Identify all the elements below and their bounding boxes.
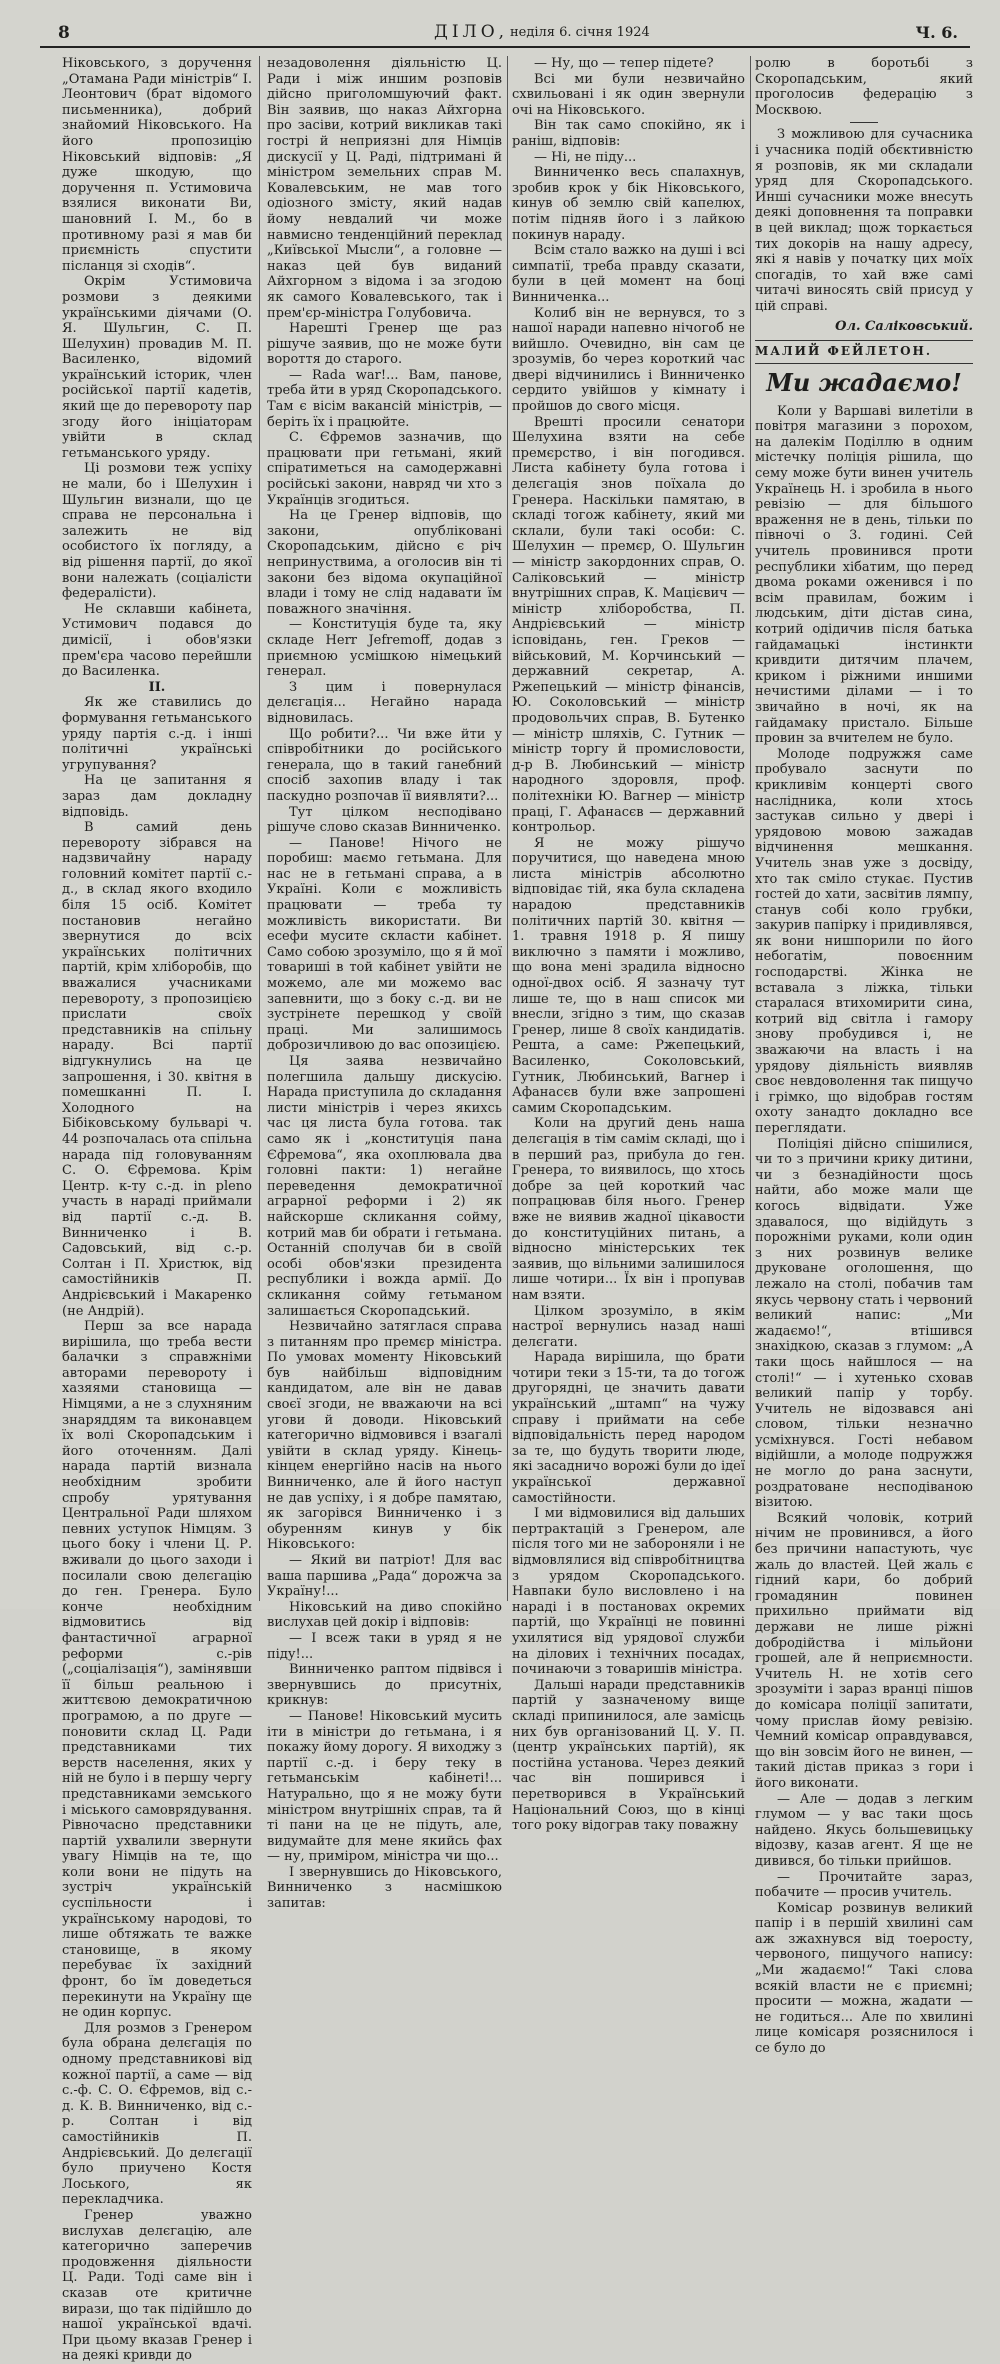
paragraph: Комісар розвинув великий папір і в першій хвилині сам аж зжахнувся від тоеросту, червоного, пищучого напису: „Ми жадаємо!“ Такі слова всякій власти не є приємні; просити — можна, жадати — не годиться... Але по хвилині лице комісаря розяснилося і се було до	[755, 1900, 973, 2057]
paragraph: Винниченко раптом підвівся і звернувшись до присутніх, крикнув:	[267, 1662, 502, 1709]
paragraph: — Rada war!... Вам, панове, треба йти в уряд Скоропадського. Там є вісім вакансій міністрів, — беріть їх і працюйте.	[267, 367, 502, 430]
paragraph: Я не можу рішучо поручитися, що наведена мною листа міністрів абсолютно відповідає тій, яка була складена нарадою представників політичних партій 30. квітня — 1. травня 1918 р. Я пишу виключно з памяти і можливо, що вона мені зрадила відносно одної-двох осіб. Я зазначу тут лише те, що в наш список ми внесли, згідно з тим, що сказав Гренер, лише 8 своїх кандидатів. Решта, а саме: Ржепецький, Василенко, Соколовський, Гутник, Любинський, Вагнер і Афанасєв були вже запрошені самим Скоропадським.	[512, 835, 745, 1116]
column-divider	[750, 56, 751, 1601]
article-column-1	[62, 56, 253, 2364]
article-column-2	[267, 56, 502, 1912]
paragraph: Всім стало важко на душі і всі симпатії, треба правду сказати, були в цей момент на боці Винниченка...	[512, 243, 745, 305]
paragraph: Ніковського, з доручення „Отамана Ради міністрів“ І. Леонтович (брат відомого письменника), добрий знайомий Ніковського. На його пропозицію Ніковський відповів: „Я дуже шкодую, що доручення п. Устимовича взялися виконати Ви, шановний І. М., бо в противному разі я мав би приємність спустити післанця зі сходів“.	[62, 56, 252, 274]
article-column-4	[755, 56, 973, 2057]
section-number: II.	[148, 679, 166, 695]
paragraph: незадоволення діяльністю Ц. Ради і між иншим розповів дійсно приголомшуючий факт. Він заявив, що наказ Айхгорна про засіви, котрий викликав такі гострі й неприязні для Німців дискусії у Ц. Раді, підтримані й міністром земельних справ М. Ковалевським, не мав того одіозного змісту, який надав йому невдалий чи може навмисно тенденційний переклад „Київської Мысли“, а головне — наказ цей був виданий Айхгорном з відома і за згодою як самого Ковалевського, так і прем'єр-міністра Голубовича.	[267, 56, 502, 321]
paragraph: С. Єфремов зазначив, що працювати при гетьмані, який спіратиметься на самодержавні російські закони, навряд чи хто з Українців згодиться.	[267, 430, 502, 508]
paragraph: Дальші наради представників партій у зазначеному вище складі припинилося, але замісць них був організований Ц. У. П. (центр українських партій), як постійна установа. Через деякий час він поширився і перетворився в Український Національний Союз, що в кінці того року відограв таку поважну	[512, 1677, 745, 1834]
paragraph: — Панове! Нічого не поробиш: маємо гетьмана. Для нас не в гетьмані справа, а в Україні. Коли є можливість працювати — треба ту можливість використати. Ви есефи мусите скласти кабінет. Само собою зрозуміло, що я й мої товариші в той кабінет увійти не можемо, але ми можемо вас запевнити, що з боку с.-д. ви не зустрінете перешкод у своїй праці. Ми залишимось доброзичливою до вас опозицією.	[267, 835, 502, 1054]
paragraph: Коли у Варшаві вилетіли в повітря магазини з порохом, на далекім Поділлю в одним містечку поліція рішила, що сему може бути винен учитель Українець Н. і зробила в нього ревізію — для більшого враження не в день, тільки по півночі о 3. годині. Сей учитель провинився проти республики хібатим, що перед двома роками оженився і по всім правилам, божим і людським, діти дістав сина, котрий одідичив після батька гайдамацькі інстинкти кривдити дитячим плачем, криком і ріжними иншими нечистими ділами — і то звичайно в ночі, як на гайдамаку пристало. Більше провин за вчителем не було.	[755, 403, 973, 747]
paragraph: В самий день перевороту зібрався на надзвичайну нараду головний комітет партії с.-д., в склад якого входило біля 15 осіб. Комітет постановив негайно звернутися до всіх українських політичних партій, крім хліборобів, що вважалися учасниками перевороту, з пропозицією прислати своїх представників на спільну нараду. Всі партії відгукнулись на це запрошення, і 30. квітня в помешканні П. І. Холодного на Бібіковському бульварі ч. 44 розпочалась ота спільна нарада під головуванням С. О. Єфремова. Крім Центр. к-ту с.-д. in pleno участь в нараді приймали від партії с.-д. В. Винниченко і В. Садовський, від с.-р. Солтан і П. Христюк, від самостійників П. Андрієвський і Макаренко (не Андрій).	[62, 820, 253, 1319]
paragraph: — Панове! Ніковський мусить іти в міністри до гетьмана, і я покажу йому дорогу. Я виходжу з партії с.-д. і беру теку в гетьманськім кабінеті!... Натурально, що я не можу бути міністром внутрішніх справ, та й ті пани на це не підуть, але, видумайте для мене якийсь фах — ну, приміром, міністра чи що...	[267, 1708, 502, 1865]
issue-date: неділя 6. січня 1924	[510, 25, 650, 40]
article-column-3	[512, 56, 745, 1834]
paragraph: Нарада вирішила, що брати чотири теки з 15-ти, та до тогож другорядні, це значить давати український „штамп“ на чужу справу і приймати на себе відповідальність перед народом за те, що будуть творити люде, які засадничо ворожі були до ідеї української державної самостійности.	[512, 1350, 745, 1506]
paragraph: На це запитання я зараз дам докладну відповідь.	[62, 773, 252, 820]
column-divider	[259, 56, 260, 1601]
paragraph: Врешті просили сенатори Шелухина взяти на себе премєрство, і він погодився. Листа кабінету була готова і делєгація знов поїхала до Гренера. Наскільки памятаю, в складі тогож кабінету, який ми склали, були такі особи: С. Шелухин — премєр, О. Шульгин — міністр закордонних справ, О. Саліковський — міністр внутрішних справ, К. Мацієвич — міністр хліборобства, П. Андрієвський — міністр ісповідань, ген. Греков — військовий, М. Корчинський — державний секретар, А. Ржепецький — міністр фінансів, Ю. Соколовський — міністр продовольчих справ, В. Бутенко — міністр шляхів, С. Гутник — міністр торгу й промисловости, д-р В. Любинський — міністр народного здоровля, проф. політехніки Ю. Вагнер — міністр праці, Г. Афанасєв — державний контрольор.	[512, 414, 745, 836]
paragraph: Що робити?... Чи вже йти у співробітники до російського генерала, що в такий ганебний спосіб захопив владу і так паскудно розпочав її виявляти?...	[267, 726, 502, 804]
paper-title: ДІЛО,	[434, 22, 509, 42]
paragraph: Нарешті Гренер ще раз рішуче заявив, що не може бути вороття до старого.	[267, 321, 502, 368]
page-number: 8	[58, 23, 70, 43]
paragraph: — Але — додав з легким глумом — у вас таки щось найдено. Якусь большевицьку відозву, казав агент. Я ще не дивився, бо тільки прийшов.	[755, 1791, 973, 1869]
paragraph: І ми відмовилися від дальших пертрактацій з Гренером, але після того ми не забороняли і не відмовлялися від співробітництва з урядом Скоропадського. Навпаки було висловлено і на нараді і в постановах окремих партій, що Українці не повинні ухилятися від урядової служби на ділових і технічних посадах, починаючи з товаришів міністра.	[512, 1506, 745, 1678]
paragraph: Ці розмови теж успіху не мали, бо і Шелухин і Шульгин визнали, що це справа не персональна і залежить не від особистого їх погляду, а від рішення партії, до якої вони належать (соціалісти федералісти).	[62, 461, 252, 602]
paragraph: — Прочитайте зараз, побачите — просив учитель.	[755, 1869, 973, 1901]
column-divider	[507, 56, 508, 1601]
paragraph: Всі ми були незвичайно схвильовані і як один звернули очі на Ніковського.	[512, 71, 745, 118]
paragraph: ролю в боротьбі з Скоропадським, який проголосив федерацію з Москвою.	[755, 56, 973, 118]
paragraph: Ніковський на диво спокійно вислухав цей докір і відповів:	[267, 1599, 502, 1631]
paragraph: Молоде подружжя саме пробувало заснути по крикливім концерті свого наслідника, коли хтось застукав сильно у двері і урядовою мовою зажадав відчинення мешкання. Учитель знав уже з досвіду, хто так сміло стукає. Пустив гостей до хати, засвітив лямпу, станув собі коло грубки, закурив папірку і придивлявся, як вони нишпорили по його небогатім, повоєнним господарстві. Жінка не вставала з ліжка, тільки старалася втихомирити сина, котрий від світла і гамору знову пробудився і, не зважаючи на власть і на урядову діяльність виявляв своє невдоволення так пищучо і грімко, що відобрав гостям охоту занадто докладно все переглядати.	[755, 746, 973, 1136]
paragraph: Перш за все нарада вирішила, що треба вести балачки з справжніми авторами перевороту і хазяями становища — Німцями, а не з слухняним знаряддям та виконавцем їх волі Скоропадським і його оточенням. Далі нарада партій визнала необхідним зробити спробу урятування Центральної Ради шляхом певних уступок Німцям. З цього боку і члени Ц. Р. вживали до цього заходи і посилали свою делєгацію до ген. Гренера. Було конче необхідним відмовитись від фантастичної аграрної реформи с.-рів („соціалізація“), замінявши її більш реальною і життєвою демократичною програмою, а по друге — поновити склад Ц. Ради представниками тих верств населення, яких у ній не було і в першу чергу представниками земського і міського самоврядування. Рівночасно представники партій ухвалили звернути увагу Німців на те, що коли вони не підуть на зустріч українській суспільности і українському народові, то лише обтяжать те важке становище, в якому перебуває їх західний фронт, бо їм доведеться перекинути на Україну ще не один корпус.	[62, 1319, 252, 2021]
paragraph: Ця заява незвичайно полегшила дальшу дискусію. Нарада приступила до складання листи міністрів і через якихсь час ця листа була готова. так само як і „конституція пана Єфремова“, яка охоплювала два головні пакти: 1) негайне переведення демократичної аграрної реформи і 2) як найскорше скликання сойму, котрий мав би обрати і гетьмана. Останній сполучав би в своїй особі обов'язки президента республики і вожда армії. До скликання сойму гетьманом залишається Скоропадський.	[267, 1054, 502, 1319]
author-signature: Ол. Саліковський.	[835, 318, 973, 334]
separator	[850, 122, 878, 123]
section-rubric: МАЛИЙ ФЕЙЛЕТОН.	[755, 340, 973, 364]
feuilleton-title: Ми жадаємо!	[766, 367, 962, 397]
paragraph: Винниченко весь спалахнув, зробив крок у бік Ніковського, кинув об землю свій капелюх, потім підняв його і з лайкою покинув нараду.	[512, 165, 745, 243]
paragraph: З цим і повернулася делєгація... Негайно нарада відновилась.	[267, 679, 502, 726]
paragraph: Всякий чоловік, котрий нічим не провинився, а його без причини напастують, чує жаль до властей. Цей жаль є гідний кари, бо добрий громадянин повинен прихильно приймати від держави не лише ріжні добродійства і мільйони грошей, але й неприємности. Учитель Н. не хотів сего зрозуміти і зараз вранці пішов до комісара поліції запитати, чому прислав йому ревізію. Чемний комісар оправдувався, що він зовсім його не винен, — такий дістав приказ з гори і його виконати.	[755, 1510, 973, 1791]
paragraph: — Ні, не піду...	[534, 149, 637, 165]
paragraph: Окрім Устимовича розмови з деякими українськими діячами (О. Я. Шульгин, С. П. Шелухин) провадив М. П. Василенко, відомий український історик, член російської партії кадетів, який ще до перевороту пар згоду його ініціаторам увійти в склад гетьманського уряду.	[62, 274, 252, 461]
paragraph: Для розмов з Гренером була обрана делєгація по одному представникові від кожної партії, а саме — від с.-ф. С. О. Єфремов, від с.-д. К. В. Винниченко, від с.-р. Солтан і від самостійників П. Андрієвський. До делєгації було приучено Костя Лоського, як перекладчика.	[62, 2020, 252, 2208]
paragraph: І звернувшись до Ніковського, Винниченко з насмішкою запитав:	[267, 1864, 502, 1912]
paragraph: Поліціяі дійсно спішилися, чи то з причини крику дитини, чи з безнадійности щось найти, або може мали ще когось відвідати. Уже здавалося, що відійдуть з порожніми руками, коли один з них розвинув велике друковане оголошення, що лежало на столі, побачив там якусь червону стать і червоний великий напис: „Ми жадаємо!“, втішився знахідкою, сказав з глумом: „А таки щось найшлося — на столі!“ — і хутенько сховав великий папір у торбу. Учитель не відозвався ані словом, тільки незначно усміхнувся. Гості небавом відійшли, а молоде подружжя не могло до рана заснути, роздратоване несподіваною візитою.	[755, 1136, 973, 1511]
paragraph: — Який ви патріот! Для вас ваша паршива „Рада“ дорожча за Україну!...	[267, 1553, 502, 1600]
paragraph: Цілком зрозуміло, в якім настрої вернулись назад наші делєгати.	[512, 1303, 745, 1350]
paragraph: — Ну, що — тепер підете?	[534, 56, 714, 71]
paragraph: З можливою для сучасника і учасника подій обєктивністю я розповів, як ми складали уряд для Скоропадського. Инші сучасники може внесуть деякі доповнення та поправки в цей виклад; щож торкається тих докорів на нашу адресу, які я навів у початку цих моїх спогадів, то хай вже самі читачі виносять свій присуд у цій справі.	[755, 127, 973, 314]
paragraph: — Конституція буде та, яку складе Herr Jefremoff, додав з приємною усмішкою німецький генерал.	[267, 617, 502, 680]
issue-number: Ч. 6.	[915, 23, 958, 42]
paragraph: Незвичайно затяглася справа з питанням про премєр міністра. По умовах моменту Ніковський був найбільш відповідним кандидатом, але він не давав своєї згоди, не вважаючи на всі угови й доводи. Ніковський категорично відмовився і взагалі увійти в склад уряду. Кінець-кінцем енергійно насів на нього Винниченко, але й його наступ не дав успіху, і я добре памятаю, як загорівся Винниченко і з обуренням кинув у бік Ніковського:	[267, 1319, 502, 1553]
paragraph: Гренер уважно вислухав делєгацію, але категорично заперечив продовження діяльности Ц. Ради. Тоді саме він і сказав оте критичне вирази, що так підійшло до нашої української вдачі. При цьому вказав Гренер і на деякі кривди до	[62, 2207, 252, 2364]
masthead	[40, 20, 970, 48]
paragraph: Він так само спокійно, як і раніш, відповів:	[512, 118, 745, 149]
paragraph: Коли на другий день наша делєгація в тім самім складі, що і в перший раз, прибула до ген. Гренера, то виявилось, що хтось добре за цей короткий час попрацював біля нього. Гренер вже не виявив жадної цікавости до конституційних питань, а відносно міністерських тек заявив, що вільними залишилося лише чотири... Їх він і пропував нам взяти.	[512, 1116, 745, 1303]
paragraph: На це Гренер відповів, що закони, опубліковані Скоропадським, дійсно є річ непринуствима, а оголосив він ті закони без відома окупаційної влади і тому не слід надавати їм поважного значіння.	[267, 508, 502, 617]
paragraph: Колиб він не вернувся, то з нашої наради напевно нічогоб не вийшло. Очевидно, він сам це зрозумів, бо через короткий час двері відчинились і Винниченко сердито увійшов у кімнату і пройшов до свого місця.	[512, 305, 745, 415]
paragraph: Тут цілком несподівано рішуче слово сказав Винниченко.	[267, 804, 502, 836]
paragraph: Не склавши кабінета, Устимович подався до димісії, і обов'язки прем'єра часово перейшли до Василенка.	[62, 601, 252, 680]
paragraph: — І всеж таки в уряд я не піду!...	[267, 1630, 502, 1662]
paragraph: Як же ставились до формування гетьманського уряду партія с.-д. і інші політичні українські угрупування?	[62, 695, 252, 773]
